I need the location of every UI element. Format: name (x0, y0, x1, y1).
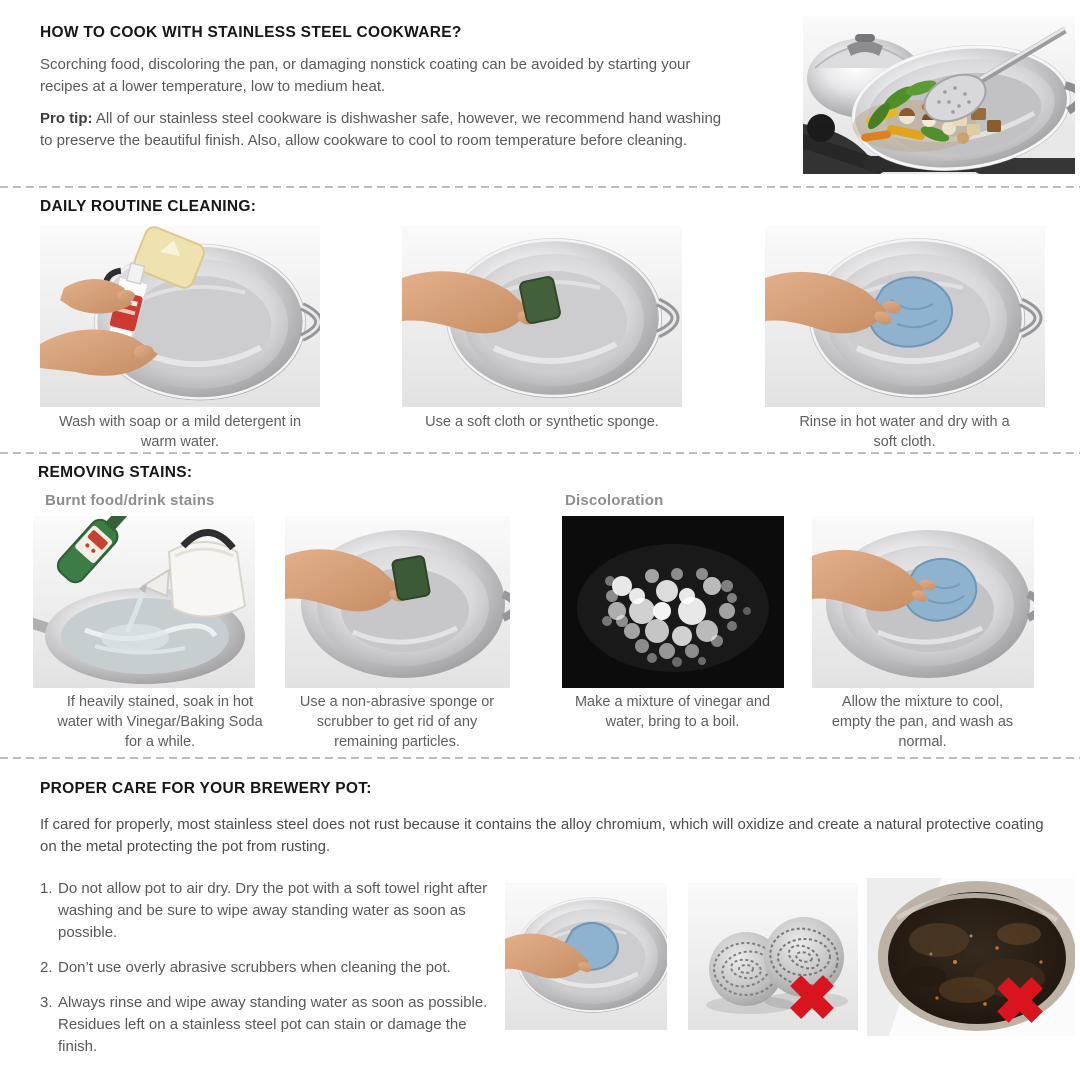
blue-cloth-pot-photo (765, 226, 1045, 407)
care-list-item-3 (40, 992, 502, 1058)
pro-tip-label: Pro tip: (40, 110, 93, 127)
section-title-proper-care: PROPER CARE FOR YOUR BREWERY POT: (40, 780, 372, 797)
section-title-removing-stains: REMOVING STAINS: (38, 464, 193, 481)
subheading-burnt-stains: Burnt food/drink stains (45, 492, 215, 509)
stains-caption-1: If heavily stained, soak in hot water with Vinegar/Baking Soda for a while. (57, 694, 263, 750)
burnt-pan-forbidden-photo (867, 878, 1075, 1036)
subheading-discoloration: Discoloration (565, 492, 664, 509)
pro-tip-text: All of our stainless steel cookware is dishwasher safe, however, we recommend hand washing to preserve the beautiful finish. Also, allow cookware to cool to room temperature before cleaning. (40, 110, 722, 149)
green-sponge (519, 276, 561, 324)
care-item-number: 3. (40, 994, 53, 1011)
pro-tip-paragraph (40, 108, 730, 151)
care-list-item-2 (40, 957, 502, 979)
vinegar-kettle-pan-photo (33, 516, 255, 688)
care-item-number: 1. (40, 880, 53, 897)
green-scrubber (392, 556, 430, 601)
care-list (40, 878, 502, 1071)
section-title-daily-cleaning: DAILY ROUTINE CLEANING: (40, 198, 257, 215)
boiling-water-photo (562, 516, 784, 688)
stains-caption-3: Make a mixture of vinegar and water, bring to a boil. (574, 694, 771, 730)
steel-wool-scrubbers-forbidden-photo (688, 883, 858, 1030)
daily-caption-2: Use a soft cloth or synthetic sponge. (425, 414, 659, 430)
daily-caption-3: Rinse in hot water and dry with a soft cloth. (799, 414, 1010, 450)
divider-dashed-3 (0, 757, 1080, 759)
daily-caption-1: Wash with soap or a mild detergent in warm water. (58, 414, 302, 450)
care-item-text: Always rinse and wipe away standing water as soon as possible. Residues left on a stainless steel pot can stain or damage the finish. (58, 994, 488, 1055)
dry-pot-with-towel-photo (505, 883, 667, 1030)
green-sponge-pot-photo (402, 226, 682, 407)
care-item-number: 2. (40, 959, 53, 976)
section-title-how-to-cook: HOW TO COOK WITH STAINLESS STEEL COOKWARE? (40, 24, 462, 41)
care-item-text: Don’t use overly abrasive scrubbers when cleaning the pot. (58, 959, 451, 976)
stains-caption-2: Use a non-abrasive sponge or scrubber to get rid of any remaining particles. (299, 694, 495, 750)
wok-stir-fry-photo (803, 16, 1075, 174)
spray-detergent-pot-photo (40, 226, 320, 407)
scrubber-wok-photo (285, 516, 510, 688)
care-item-text: Do not allow pot to air dry. Dry the pot with a soft towel right after washing and be sure to wipe away standing water as soon as possible. (58, 880, 488, 941)
care-intro: If cared for properly, most stainless steel does not rust because it contains the alloy chromium, which will oxidize and create a natural protective coating on the metal protecting the pot from rusting. (40, 816, 1044, 855)
blue-cloth-wok-photo (812, 516, 1034, 688)
divider-dashed-1 (0, 186, 1080, 188)
cook-paragraph: Scorching food, discoloring the pan, or damaging nonstick coating can be avoided by starting your recipes at a lower temperature, low to medium heat. (40, 56, 691, 95)
stains-caption-4: Allow the mixture to cool, empty the pan, and wash as normal. (831, 694, 1014, 750)
divider-dashed-2 (0, 452, 1080, 454)
care-list-item-1 (40, 878, 502, 944)
